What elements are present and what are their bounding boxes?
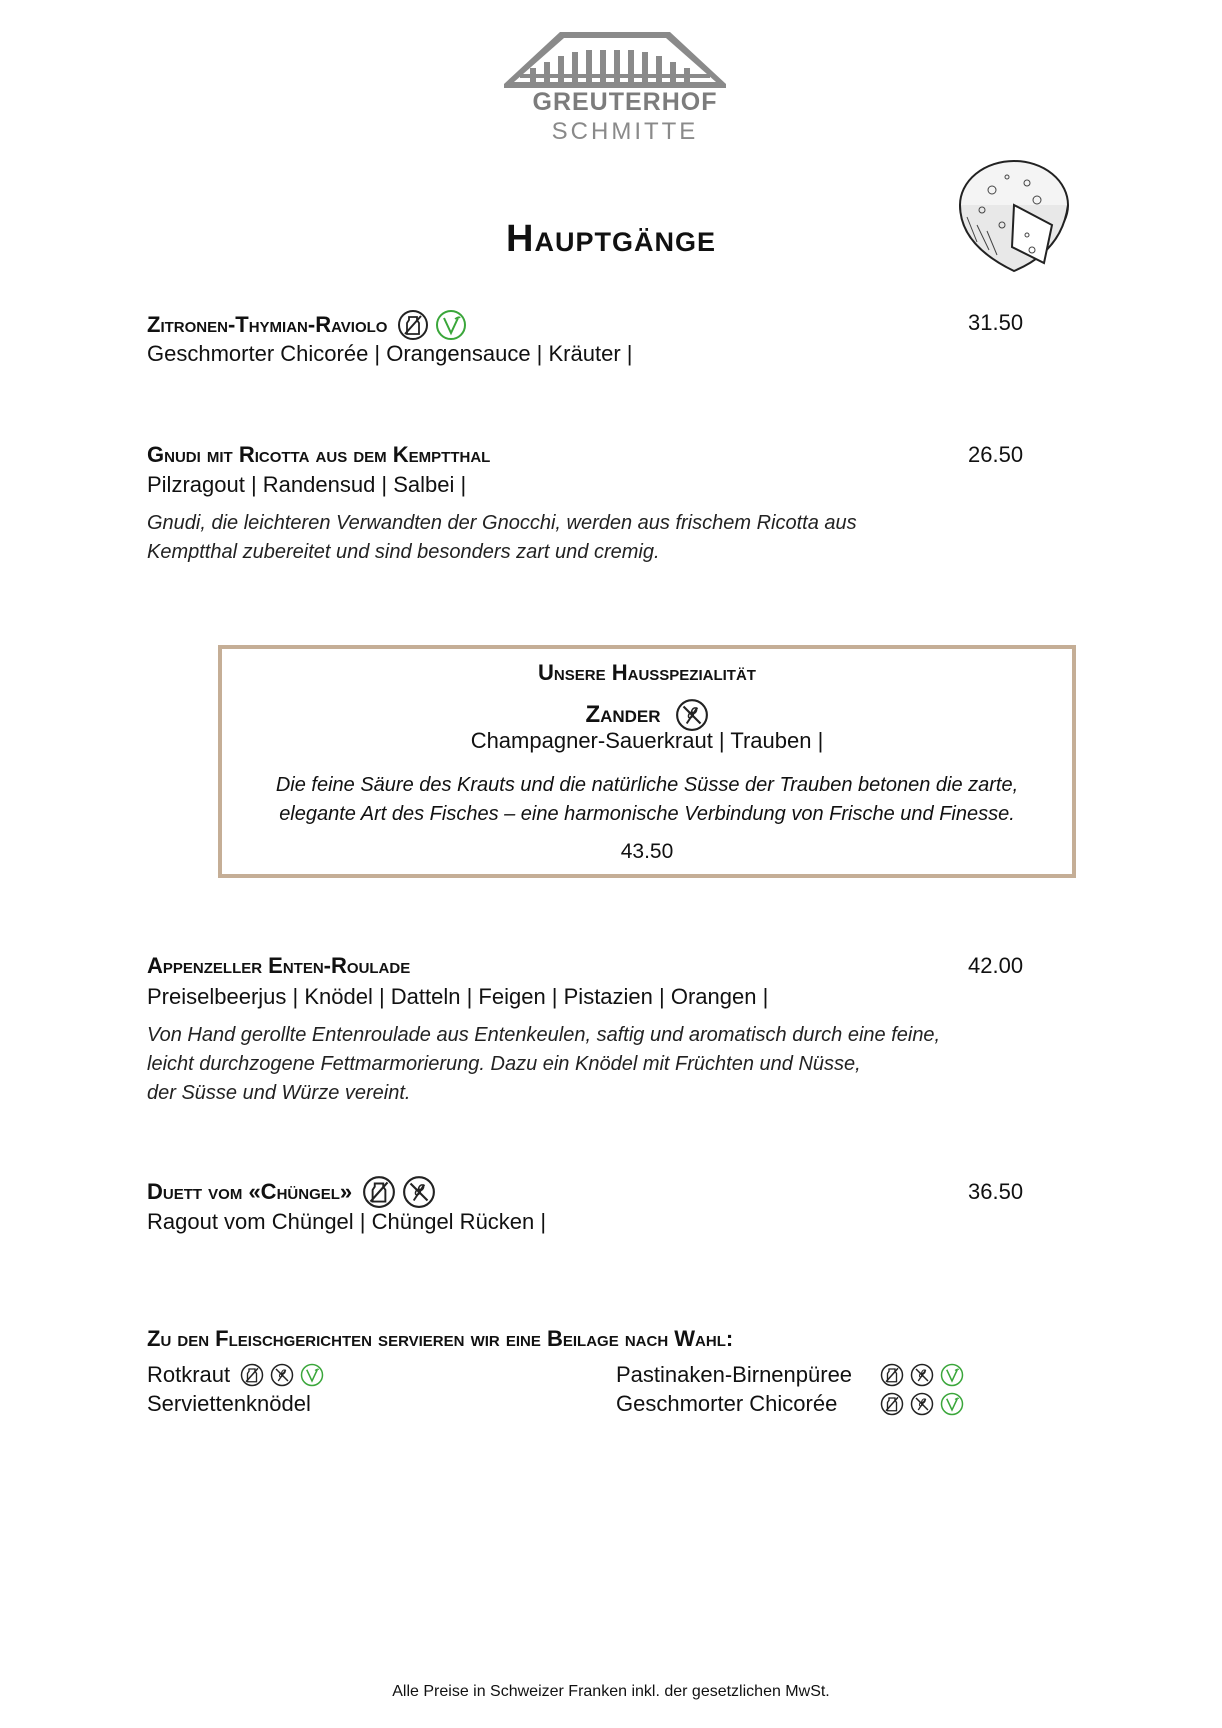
dish-sides: Pilzragout | Randensud | Salbei | <box>147 472 467 497</box>
gluten-free-icon <box>270 1363 294 1387</box>
price-footnote: Alle Preise in Schweizer Franken inkl. der gesetzlichen MwSt. <box>392 1683 830 1700</box>
specialty-heading: Unsere Hausspezialität <box>538 660 756 685</box>
allergen-icons <box>880 1392 964 1416</box>
vegetarian-icon <box>435 309 467 341</box>
side-dishes-heading: Zu den Fleischgerichten servieren wir eine Beilage nach Wahl: <box>147 1326 734 1351</box>
allergen-icons <box>240 1363 324 1387</box>
side-dish-item: Serviettenknödel <box>147 1391 311 1416</box>
dish-sides: Preiselbeerjus | Knödel | Datteln | Feigen | Pistazien | Orangen | <box>147 984 769 1009</box>
dish-description: Von Hand gerollte Entenroulade aus Entenkeulen, saftig und aromatisch durch eine feine, leicht durchzogene Fettmarmorierung. Dazu ein Knödel mit Früchten und Nüsse, der Süsse und Würze vereint. <box>147 1024 941 1104</box>
specialty-description: Die feine Säure des Krauts und die natürliche Süsse der Trauben betonen die zarte, elegante Art des Fisches – eine harmonische Verbindung von Frische und Finesse. <box>275 774 1019 825</box>
logo-subtitle: SCHMITTE <box>551 118 699 145</box>
allergen-icons <box>397 309 467 341</box>
dish-name: Zitronen-Thymian-Raviolo <box>147 309 467 341</box>
dish-price: 31.50 <box>968 310 1024 335</box>
vegetarian-icon <box>940 1392 964 1416</box>
vegetarian-icon <box>300 1363 324 1387</box>
dish-price: 36.50 <box>968 1179 1024 1204</box>
gluten-free-icon <box>910 1392 934 1416</box>
dish-sides: Ragout vom Chüngel | Chüngel Rücken | <box>147 1209 547 1234</box>
lactose-free-icon <box>397 309 429 341</box>
vegetarian-icon <box>940 1363 964 1387</box>
dish-description: Gnudi, die leichteren Verwandten der Gnocchi, werden aus frischem Ricotta aus Kemptthal zubereitet und sind besonders zart und cremig. <box>147 512 857 563</box>
lactose-free-icon <box>240 1363 264 1387</box>
specialty-name: Zander <box>218 698 1076 732</box>
dish-name: Appenzeller Enten-Roulade <box>147 953 411 978</box>
gluten-free-icon <box>402 1175 436 1209</box>
page-title: Hauptgänge <box>506 218 716 260</box>
gluten-free-icon <box>675 698 709 732</box>
specialty-price: 43.50 <box>620 840 674 863</box>
dish-price: 26.50 <box>968 442 1024 467</box>
lactose-free-icon <box>362 1175 396 1209</box>
allergen-icons <box>362 1175 436 1209</box>
dish-sides: Geschmorter Chicorée | Orangensauce | Kräuter | <box>147 341 633 366</box>
allergen-icons <box>880 1363 964 1387</box>
gluten-free-icon <box>910 1363 934 1387</box>
lactose-free-icon <box>880 1363 904 1387</box>
dish-price: 42.00 <box>968 953 1024 978</box>
specialty-sides: Champagner-Sauerkraut | Trauben | <box>470 728 824 753</box>
lactose-free-icon <box>880 1392 904 1416</box>
logo-name: GREUTERHOF <box>532 88 718 116</box>
side-dish-item: Rotkraut <box>147 1361 324 1389</box>
dish-name: Duett vom «Chüngel» <box>147 1175 436 1209</box>
dish-name: Gnudi mit Ricotta aus dem Kemptthal <box>147 442 491 467</box>
side-dish-item: Geschmorter Chicorée <box>616 1390 964 1418</box>
side-dish-item: Pastinaken-Birnenpüree <box>616 1361 964 1389</box>
